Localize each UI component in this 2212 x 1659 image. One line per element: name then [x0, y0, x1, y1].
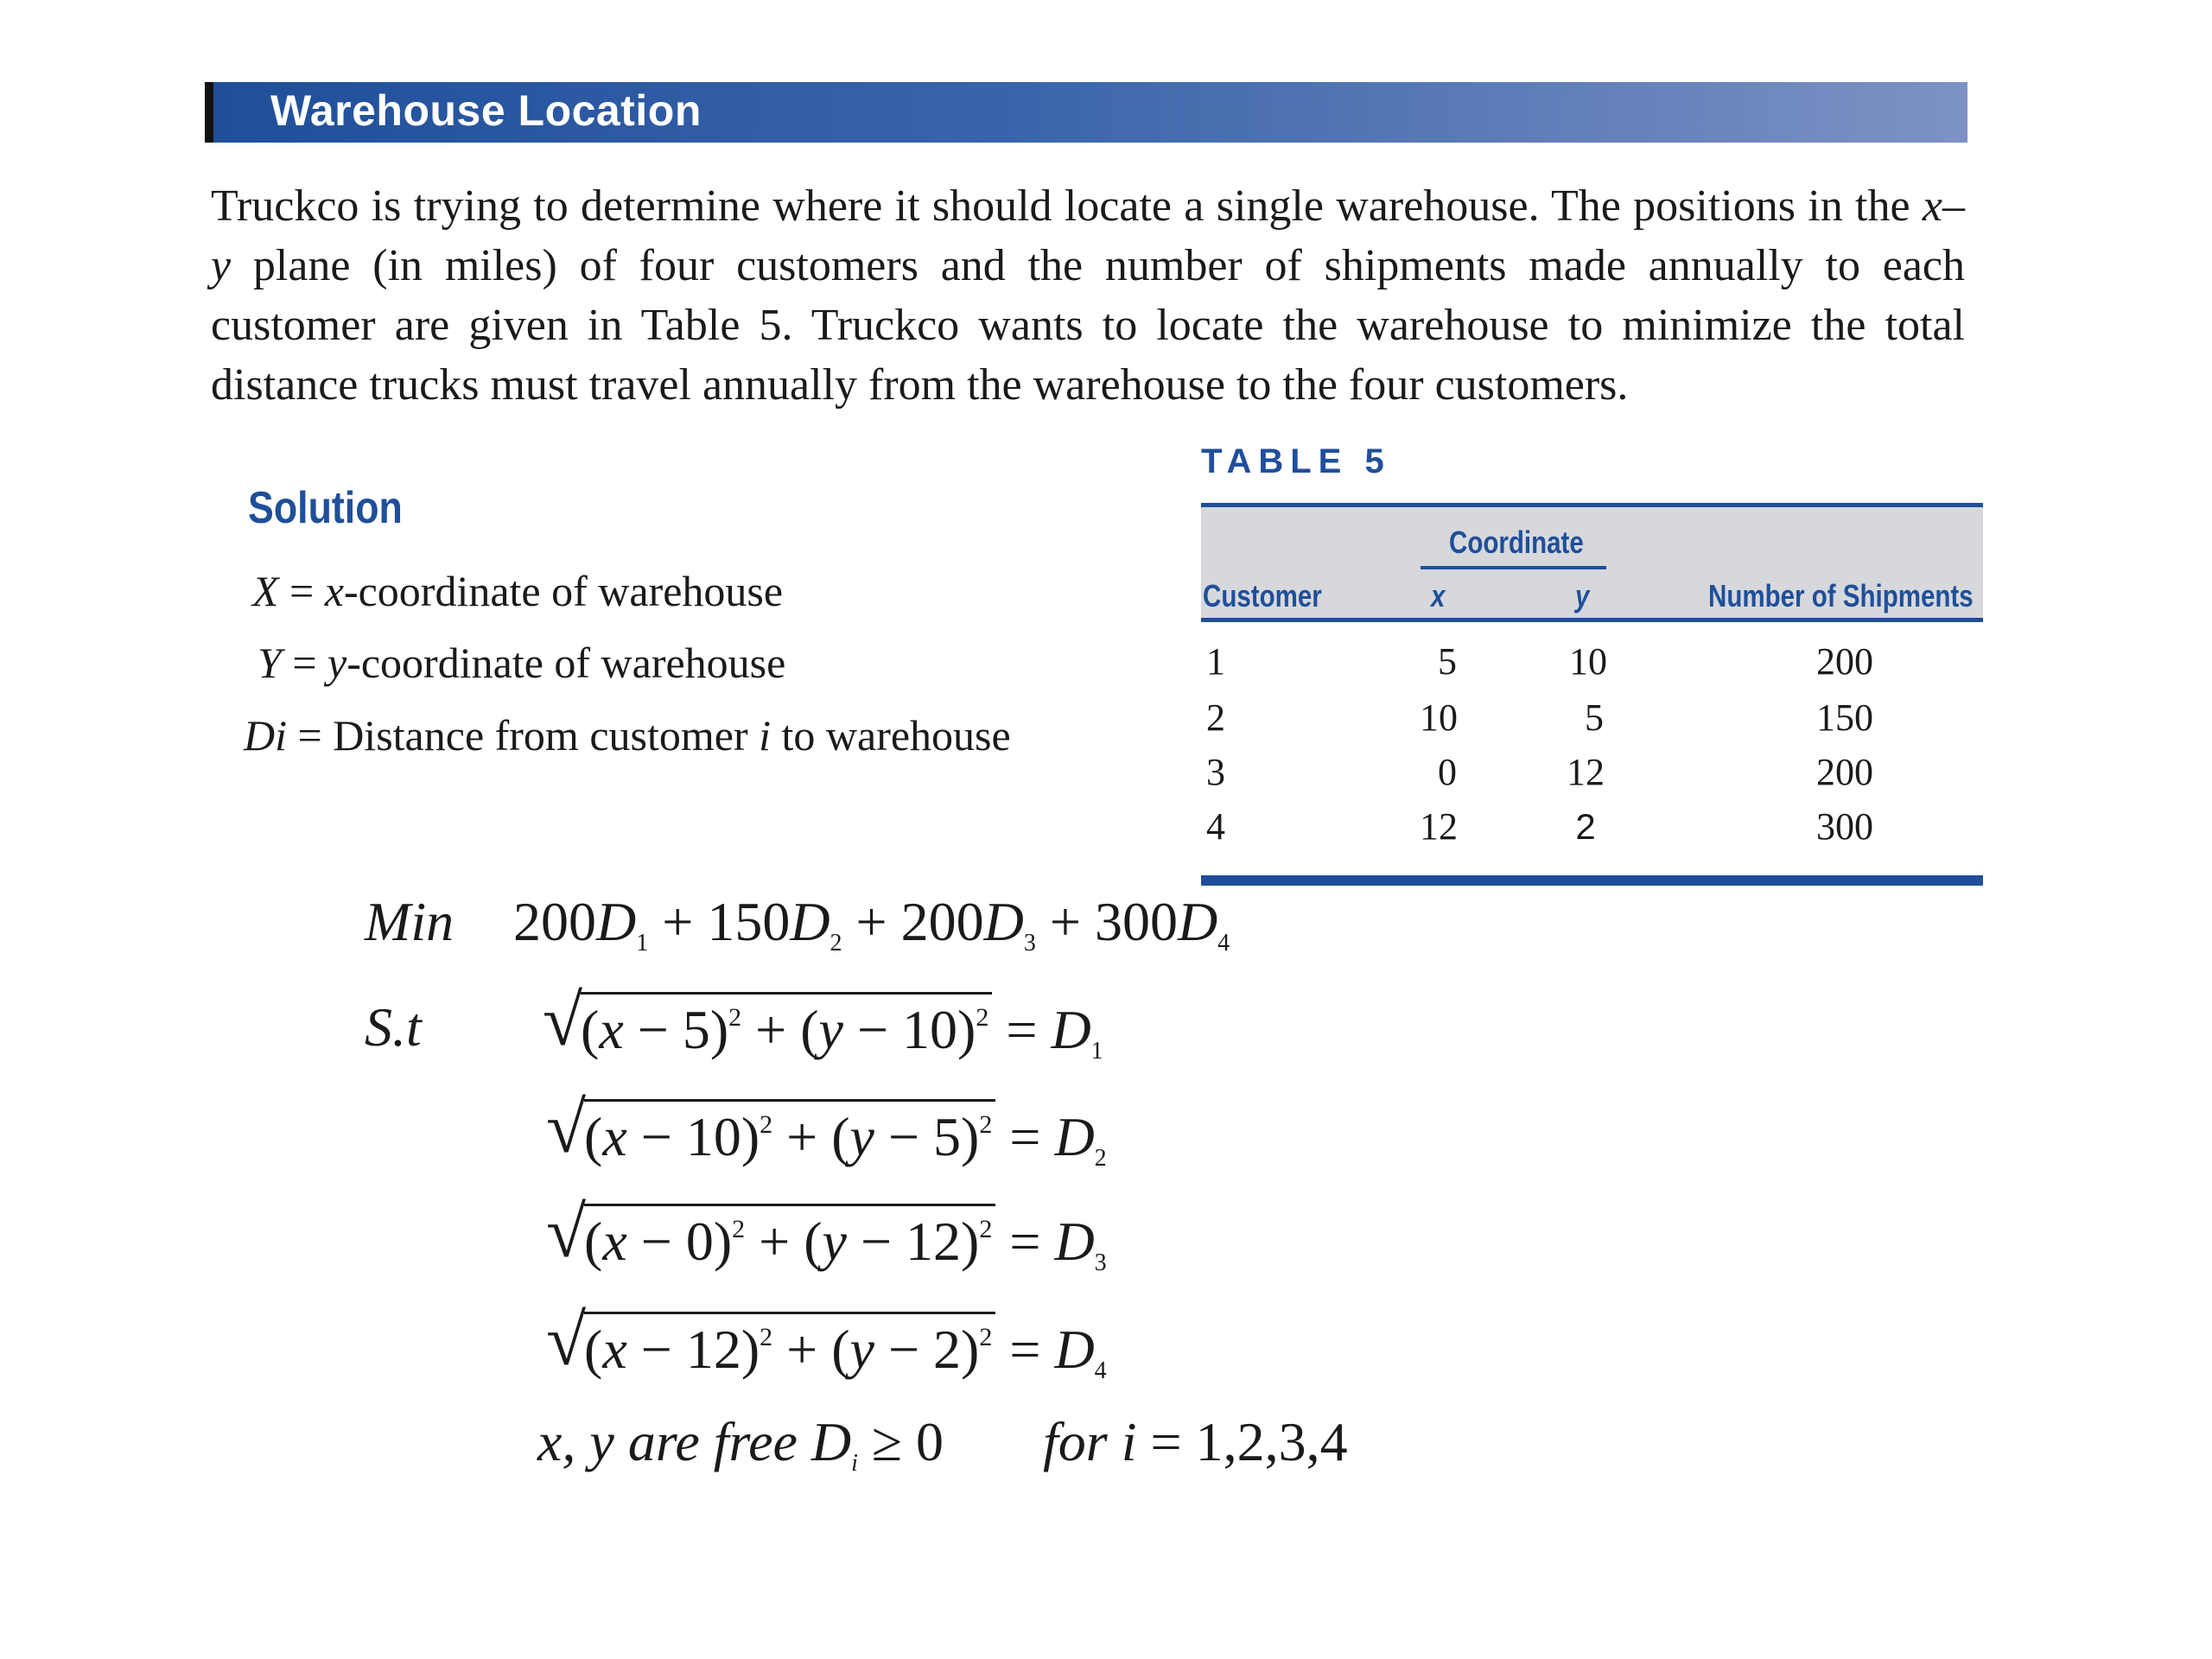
cell-customer: 3	[1206, 751, 1225, 793]
problem-statement	[211, 176, 1965, 415]
def-symbol: X	[252, 567, 279, 615]
index-range	[1043, 1410, 1348, 1474]
def-text-a: Distance from customer	[333, 711, 760, 760]
section-title: Warehouse Location	[270, 86, 702, 135]
variable-domain	[537, 1410, 944, 1478]
term-coef: 200	[513, 891, 596, 952]
def-text: -coordinate of warehouse	[343, 567, 784, 615]
col-header-x: x	[1431, 578, 1446, 613]
subject-to-label	[365, 995, 422, 1059]
section-header-bar	[205, 82, 1967, 143]
col-header-y: y	[1575, 578, 1590, 613]
table-body	[1201, 622, 1983, 881]
def-var: i	[759, 711, 772, 760]
coordinate-group-header: Coordinate	[1449, 524, 1584, 560]
x-offset: 0	[685, 1211, 714, 1272]
x-offset: 10	[685, 1106, 741, 1167]
constraint-2: √ $(x - 10)^2 + (y - 5)^2 = D_2$	[546, 1088, 1107, 1172]
radicand: $(x - 0)^2 + (y - 12)^2$	[584, 1204, 995, 1274]
term-op: +	[1035, 891, 1095, 952]
intro-text-2: plane (in miles) of four customers and the number of shipments made annually to each customer are given in Table 5. Truckco wants to locate the warehouse to minimize the total distance trucks must travel annually from the warehouse to the four customers.	[211, 241, 1965, 410]
cell-shipments: 200	[1816, 751, 1873, 793]
coordinate-group-rule	[1421, 566, 1606, 569]
cell-x: 0	[1438, 751, 1457, 793]
radical-icon: √	[543, 981, 583, 1061]
definition-x	[252, 566, 783, 616]
cell-customer: 4	[1206, 805, 1225, 848]
d-sub: 2	[1094, 1145, 1107, 1172]
term-var: D	[596, 891, 637, 952]
def-text-b: to warehouse	[771, 711, 1011, 760]
sqrt-expression	[543, 981, 992, 1062]
cell-y: 12	[1567, 751, 1605, 793]
d-sub: 4	[1094, 1357, 1107, 1384]
st-label: S.t	[365, 996, 422, 1058]
for-text: for i	[1043, 1411, 1137, 1472]
col-header-customer: Customer	[1203, 578, 1322, 613]
shipments-table	[1201, 503, 1983, 881]
sqrt-expression	[546, 1192, 995, 1274]
y-offset: 12	[906, 1211, 962, 1272]
def-var: x	[324, 567, 344, 615]
term-coef: 200	[900, 891, 984, 952]
term-coef: 150	[707, 891, 791, 952]
solution-heading: Solution	[248, 483, 403, 533]
table-bottom-rule	[1201, 875, 1983, 886]
term-var: D	[1177, 891, 1218, 952]
sqrt-expression	[546, 1088, 995, 1169]
term-coef: 300	[1094, 891, 1178, 952]
cell-x: 12	[1420, 805, 1458, 848]
objective-label	[365, 890, 454, 954]
cell-x: 5	[1438, 640, 1457, 683]
term-var: D	[983, 891, 1024, 952]
min-label: Min	[365, 891, 454, 952]
cell-x: 10	[1420, 696, 1458, 739]
y-offset: 5	[933, 1106, 962, 1167]
table-header	[1201, 507, 1983, 622]
objective-function	[513, 890, 1230, 957]
term-op: +	[648, 891, 708, 952]
objective-term	[1094, 891, 1230, 957]
radical-icon: √	[546, 1088, 587, 1168]
x-offset: 12	[685, 1319, 741, 1380]
cell-y: 10	[1569, 640, 1607, 683]
term-sub: 3	[1023, 930, 1036, 957]
def-eq: =	[281, 639, 328, 687]
definition-y	[257, 638, 785, 688]
cell-shipments: 300	[1816, 805, 1873, 848]
d-index: i	[851, 1450, 858, 1477]
radicand: $(x - 12)^2 + (y - 2)^2$	[584, 1312, 995, 1382]
term-sub: 1	[636, 930, 649, 957]
cell-y: 2	[1575, 806, 1596, 847]
d-symbol: D	[810, 1411, 852, 1472]
cell-customer: 1	[1206, 640, 1225, 683]
constraint-4: √ $(x - 12)^2 + (y - 2)^2 = D_4$	[546, 1300, 1107, 1384]
cell-customer: 2	[1206, 696, 1225, 739]
term-var: D	[790, 891, 830, 952]
def-text: -coordinate of warehouse	[346, 639, 786, 687]
col-header-shipments: Number of Shipments	[1708, 578, 1974, 613]
radicand: $(x - 5)^2 + (y - 10)^2$	[581, 992, 992, 1062]
d-sub: 1	[1090, 1038, 1103, 1065]
cell-y: 5	[1585, 696, 1604, 739]
table-label: TABLE 5	[1201, 442, 1391, 480]
intro-text-1: Truckco is trying to determine where it should locate a single warehouse. The positions in the	[211, 181, 1923, 231]
objective-term	[900, 891, 1095, 957]
for-values: = 1,2,3,4	[1136, 1411, 1348, 1472]
radical-icon: √	[546, 1300, 587, 1381]
y-offset: 10	[902, 999, 958, 1060]
radical-icon: √	[546, 1192, 587, 1273]
nonneg-text: ≥ 0	[857, 1411, 944, 1472]
def-symbol: Di	[244, 711, 287, 760]
intro-xy: x–y	[211, 181, 1965, 290]
sqrt-expression	[546, 1300, 995, 1382]
x-offset: 5	[682, 999, 710, 1060]
term-op: +	[842, 891, 901, 952]
def-var: y	[327, 639, 347, 687]
constraint-3: √ $(x - 0)^2 + (y - 12)^2 = D_3$	[546, 1192, 1107, 1276]
objective-term	[707, 891, 901, 957]
objective-term	[513, 891, 708, 957]
free-text: x, y are free	[537, 1411, 798, 1472]
y-offset: 2	[933, 1319, 962, 1380]
cell-shipments: 200	[1816, 640, 1873, 683]
def-eq: =	[287, 711, 334, 760]
definition-d	[244, 710, 1011, 760]
term-sub: 4	[1217, 930, 1230, 957]
def-eq: =	[278, 567, 325, 615]
d-sub: 3	[1094, 1249, 1107, 1276]
radicand: $(x - 10)^2 + (y - 5)^2$	[584, 1099, 995, 1169]
constraint-1: √ $(x - 5)^2 + (y - 10)^2 = D_1$	[543, 981, 1103, 1065]
term-sub: 2	[830, 930, 842, 957]
problem-paragraph	[211, 176, 1965, 415]
cell-shipments: 150	[1816, 696, 1873, 739]
def-symbol: Y	[257, 639, 282, 687]
